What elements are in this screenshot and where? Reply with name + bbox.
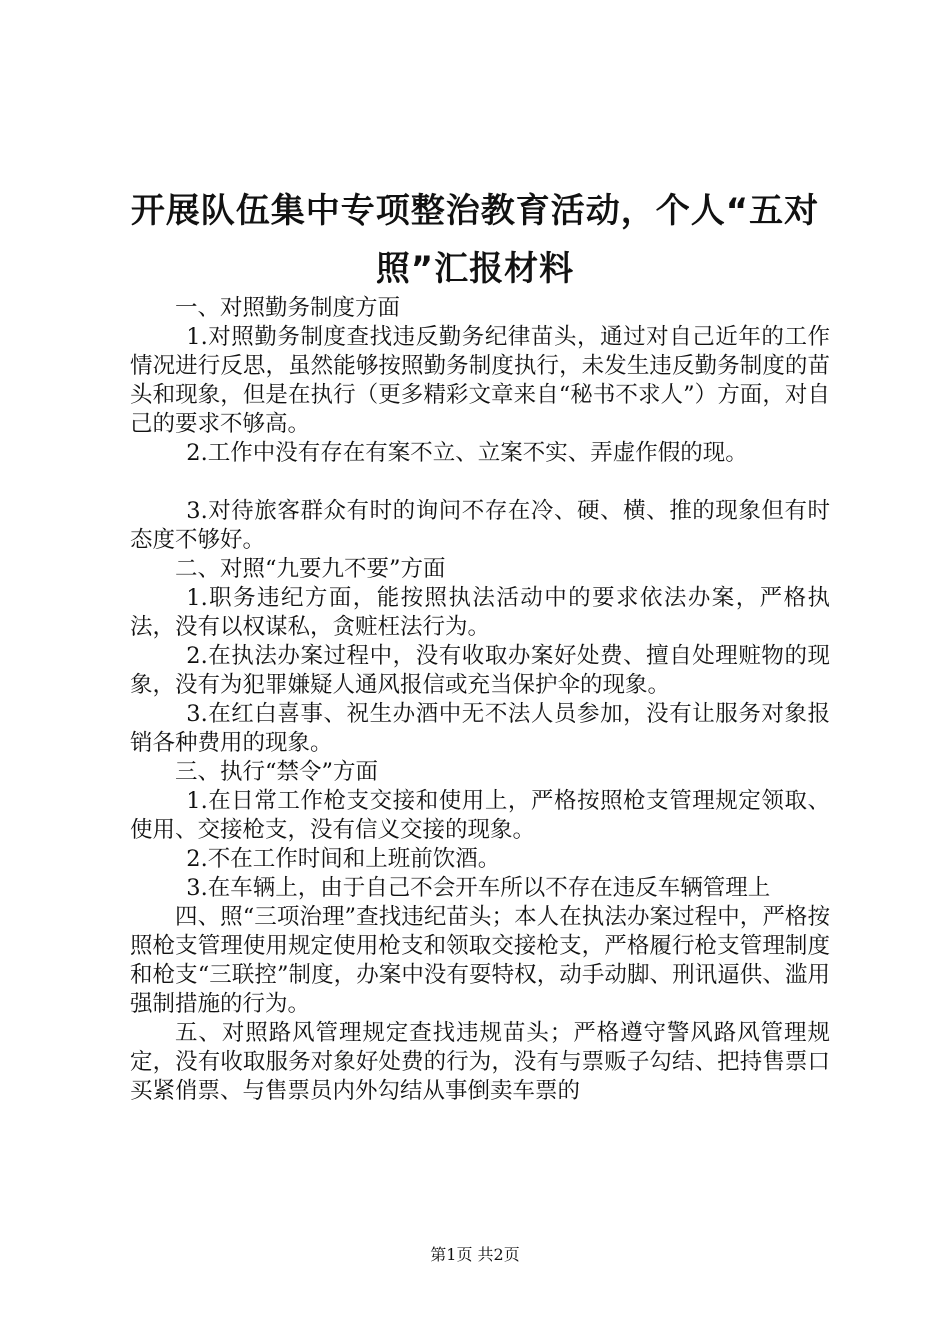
section-4-paragraph: 四、照“三项治理”查找违纪苗头；本人在执法办案过程中，严格按照枪支管理使用规定使用枪支和领取交接枪支，严格履行枪支管理制度和枪支“三联控”制度，办案中没有耍特权，动手动脚、刑讯逼供、滥用强制措施的行为。 xyxy=(130,904,830,1017)
page-footer: 第1页 共2页 xyxy=(430,1245,520,1264)
section-3-item-1: 1.在日常工作枪支交接和使用上，严格按照枪支管理规定领取、使用、交接枪支，没有信义交接的现象。 xyxy=(130,788,830,843)
section-2-item-1: 1.职务违纪方面，能按照执法活动中的要求依法办案，严格执法，没有以权谋私，贪赃枉法行为。 xyxy=(130,585,830,640)
section-1-item-2: 2.工作中没有存在有案不立、立案不实、弄虚作假的现。 xyxy=(186,440,748,466)
section-3-heading: 三、执行“禁令”方面 xyxy=(175,759,379,785)
section-5-paragraph: 五、对照路风管理规定查找违规苗头；严格遵守警风路风管理规定，没有收取服务对象好处费的行为，没有与票贩子勾结、把持售票口买紧俏票、与售票员内外勾结从事倒卖车票的 xyxy=(130,1020,830,1104)
section-2-item-2: 2.在执法办案过程中，没有收取办案好处费、擅自处理赃物的现象，没有为犯罪嫌疑人通风报信或充当保护伞的现象。 xyxy=(130,643,830,698)
section-1-heading: 一、对照勤务制度方面 xyxy=(175,295,401,321)
blank-line xyxy=(130,468,830,497)
document-title: 开展队伍集中专项整治教育活动，个人“五对照”汇报材料 xyxy=(130,191,820,289)
section-3-item-3: 3.在车辆上，由于自己不会开车所以不存在违反车辆管理上 xyxy=(186,875,771,901)
section-1-item-1: 1.对照勤务制度查找违反勤务纪律苗头，通过对自己近年的工作情况进行反思，虽然能够按照勤务制度执行，未发生违反勤务制度的苗头和现象，但是在执行（更多精彩文章来自“秘书不求人”）方面，对自己的要求不够高。 xyxy=(130,324,830,437)
section-1-item-3: 3.对待旅客群众有时的询问不存在冷、硬、横、推的现象但有时态度不够好。 xyxy=(130,498,830,553)
document-body xyxy=(130,294,830,1106)
section-2-heading: 二、对照“九要九不要”方面 xyxy=(175,556,446,582)
section-3-item-2: 2.不在工作时间和上班前饮酒。 xyxy=(186,846,501,872)
section-2-item-3: 3.在红白喜事、祝生办酒中无不法人员参加，没有让服务对象报销各种费用的现象。 xyxy=(130,701,830,756)
